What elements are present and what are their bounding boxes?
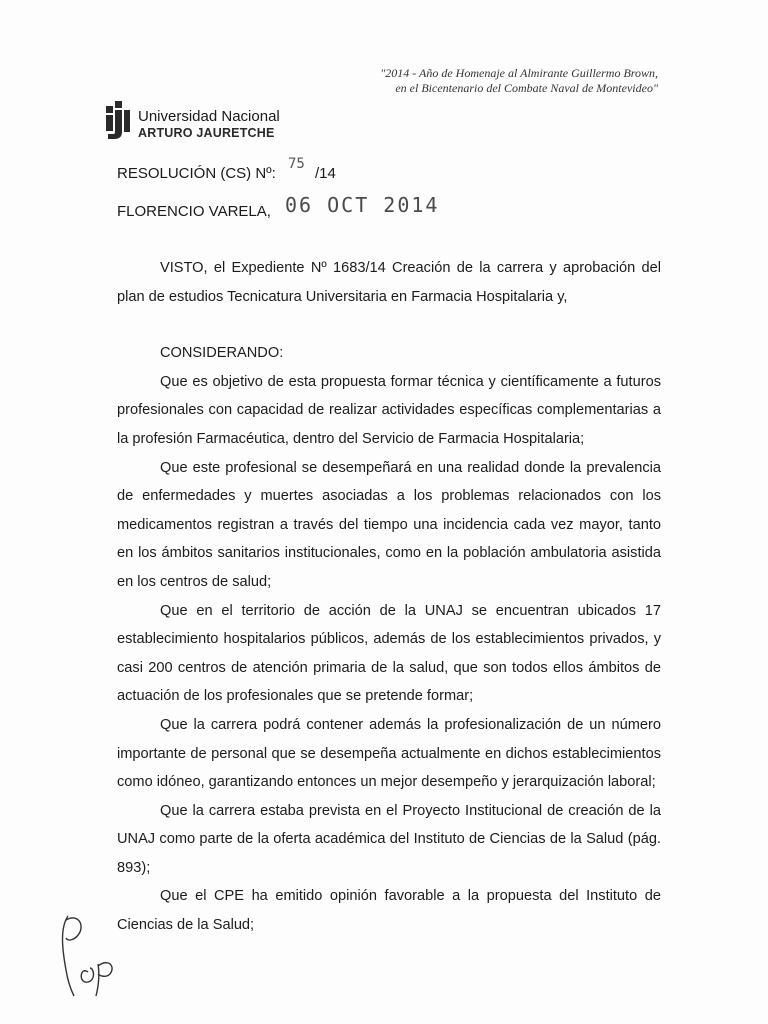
motto-line-2: en el Bicentenario del Combate Naval de Montevideo": [395, 81, 658, 95]
considerando-paragraph: Que en el territorio de acción de la UNAJ se encuentran ubicados 17 establecimiento hospitalarios públicos, además de los establecimientos privados, y casi 200 centros de atención primaria de la salud, que son todos ellos ámbitos de actuación de los profesionales que se pretende formar;: [117, 602, 661, 705]
resolution-label: RESOLUCIÓN (CS) Nº:: [117, 165, 276, 182]
commemorative-motto: [328, 66, 658, 96]
considerando-paragraph: Que la carrera estaba prevista en el Proyecto Institucional de creación de la UNAJ como parte de la oferta académica del Instituto de Ciencias de la Salud (pág. 893);: [117, 802, 661, 876]
considerando-paragraph: Que es objetivo de esta propuesta formar técnica y científicamente a futuros profesionales con capacidad de realizar actividades específicas complementarias a la profesión Farmacéutica, dentro del Servicio de Farmacia Hospitalaria;: [117, 373, 661, 447]
date-stamp: 06 OCT 2014: [285, 193, 440, 217]
resolution-number: 75: [288, 156, 305, 172]
considerando-heading: CONSIDERANDO:: [160, 345, 284, 362]
resolution-year: /14: [315, 165, 336, 182]
place-label: FLORENCIO VARELA,: [117, 203, 271, 220]
university-subname: ARTURO JAURETCHE: [138, 126, 275, 140]
university-logo: [104, 100, 304, 144]
considerando-paragraph: Que la carrera podrá contener además la profesionalización de un número importante de personal que se desempeña actualmente en dichos establecimientos como idóneo, garantizando entonces un mejor desempeño y jerarquización laboral;: [117, 716, 661, 791]
unaj-logo-icon: [104, 100, 132, 140]
resolution-body: [117, 254, 661, 940]
motto-line-1: "2014 - Año de Homenaje al Almirante Guillermo Brown,: [380, 66, 658, 80]
visto-paragraph: VISTO, el Expediente Nº 1683/14 Creación de la carrera y aprobación del plan de estudios Tecnicatura Universitaria en Farmacia Hospitalaria y,: [117, 260, 661, 305]
considerando-paragraph: Que el CPE ha emitido opinión favorable a la propuesta del Instituto de Ciencias de la Salud;: [117, 888, 661, 934]
handwritten-initials: [54, 908, 134, 998]
considerando-paragraph: Que este profesional se desempeñará en una realidad donde la prevalencia de enfermedades y muertes asociadas a los problemas relacionados con los medicamentos registran a través del tiempo una incidencia cada vez mayor, tanto en los ámbitos sanitarios institucionales, como en la población ambulatoria asistida en los centros de salud;: [117, 459, 661, 590]
university-name: Universidad Nacional: [138, 108, 280, 125]
